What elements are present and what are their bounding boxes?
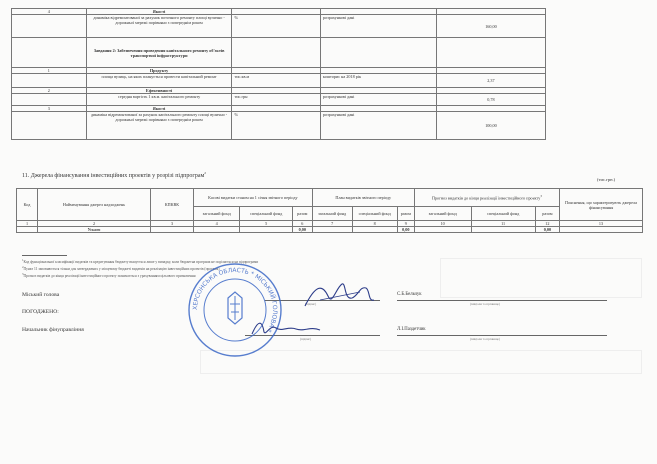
name-hint: (ініціали та прізвище) xyxy=(470,337,500,341)
indicator-description: динаміка відремонтованої за рахунок поточного ремонту площі вулично - дорожньої мережі порівняно з попереднім роком xyxy=(86,15,232,38)
header-total: разом xyxy=(397,207,414,221)
name-hint: (ініціали та прізвище) xyxy=(470,302,500,306)
row-category: Продукту xyxy=(86,68,232,74)
head-label: Міський голова xyxy=(22,292,60,298)
row-category: Якості xyxy=(86,106,232,112)
task-heading: Завдання 2: Забезпечення проведення капітального ремонту об'єктів транспортної інфраструктури xyxy=(86,38,232,68)
indicator-value: 100,00 xyxy=(436,112,545,140)
indicator-unit: тис.кв.м xyxy=(232,74,320,88)
header-total: разом xyxy=(535,207,559,221)
footnote-ref: 2 xyxy=(204,171,207,175)
table-row xyxy=(12,74,546,88)
cash-total: 0,00 xyxy=(292,227,312,233)
header-special: спеціальний фонд xyxy=(352,207,397,221)
finance-signature-icon xyxy=(248,316,328,340)
plan-total: 0,00 xyxy=(397,227,414,233)
header-general: загальний фонд xyxy=(312,207,352,221)
header-general: загальний фонд xyxy=(194,207,240,221)
name-line xyxy=(397,300,607,301)
row-category: Ефективності xyxy=(86,88,232,94)
table-row xyxy=(12,38,546,68)
svg-text:ХЕРСОНСЬКА ОБЛАСТЬ * МІСЬКИЙ Г: ХЕРСОНСЬКА ОБЛАСТЬ * МІСЬКИЙ ГОЛОВА * xyxy=(191,266,279,334)
indicator-value: 2,37 xyxy=(436,74,545,88)
table-row xyxy=(12,112,546,140)
signature-hint: (підпис) xyxy=(305,302,317,306)
footnote: $^1$Код функціональної класифікації видатків та кредитування бюджету вказується лише у випадку, коли бюджетна програма не поділяється на підпрограми xyxy=(22,258,259,265)
total-label: Усього xyxy=(38,227,151,233)
indicators-table xyxy=(11,8,546,140)
finance-head-label: Начальник фінуправління xyxy=(22,327,84,333)
header-explanation: Пояснення, що характеризують джерела фінансування xyxy=(560,189,643,221)
row-category: Якості xyxy=(86,9,232,15)
header-forecast: Прогноз видатків до кінця реалізації інвестиційного проекту$^3$ xyxy=(414,189,559,207)
header-general: загальний фонд xyxy=(414,207,471,221)
footnote-divider xyxy=(22,255,67,256)
row-number: 4 xyxy=(12,9,87,15)
header-special: спеціальний фонд xyxy=(240,207,293,221)
footnote: $^2$Пункт 11 заповнюється тільки для затверджених у місцевому бюджеті видатків на реалізацію інвестиційних проектів (програм) xyxy=(22,265,220,272)
official-stamp-icon xyxy=(180,260,290,360)
header-kpkvk: КПКВК xyxy=(151,189,194,221)
signature-hint: (підпис) xyxy=(300,337,312,341)
indicator-source: розрахункові дані xyxy=(320,15,436,38)
indicator-value: 0,78 xyxy=(436,94,545,106)
head-signature-icon xyxy=(300,278,380,313)
name-line xyxy=(397,335,607,336)
finance-head-name: Л.І.Паздетчик xyxy=(397,327,426,332)
footnote: $^3$Прогноз видатків до кінця реалізації інвестиційного проекту зазначається з урахуванням цільового призначення xyxy=(22,272,196,279)
agreed-label: ПОГОДЖЕНО: xyxy=(22,309,59,315)
header-row xyxy=(17,189,643,207)
indicator-description: динаміка відремонтованої за рахунок капітального ремонту площі вулично - дорожньої мережі порівняно з попереднім роком xyxy=(86,112,232,140)
column-number-row: 1 2 3 4 5 6 7 8 9 10 11 12 13 xyxy=(17,221,643,227)
head-name: С.Б.Бельчук xyxy=(397,292,422,297)
section-title: 11. Джерела фінансування інвестиційних проектів у розрізі підпрограм$^2$ xyxy=(22,171,207,179)
header-special: спеціальний фонд xyxy=(471,207,535,221)
table-row xyxy=(12,94,546,106)
table-row xyxy=(12,15,546,38)
financing-table xyxy=(16,188,643,233)
row-number: 2 xyxy=(12,88,87,94)
total-row xyxy=(17,227,643,233)
indicator-unit: % xyxy=(232,15,320,38)
header-name: Найменування джерел надходжень xyxy=(38,189,151,221)
indicator-source: розрахункові дані xyxy=(320,112,436,140)
indicator-source: кошторис на 2018 рік xyxy=(320,74,436,88)
forecast-total: 0,00 xyxy=(535,227,559,233)
header-cash: Касові видатки станом на 1 січня звітного періоду xyxy=(194,189,313,207)
indicator-unit: тис.грн xyxy=(232,94,320,106)
header-code: Код xyxy=(17,189,38,221)
indicator-unit: % xyxy=(232,112,320,140)
header-plan: План видатків звітного періоду xyxy=(312,189,414,207)
indicator-value: 160,00 xyxy=(436,15,545,38)
unit-label: (тис.грн.) xyxy=(597,177,616,182)
bleed-through-box xyxy=(440,258,642,298)
indicator-source: розрахункові дані xyxy=(320,94,436,106)
indicator-description: середня вартість 1 кв.м. капітального ремонту xyxy=(86,94,232,106)
row-number: 3 xyxy=(12,106,87,112)
header-total: разом xyxy=(292,207,312,221)
indicator-description: площа вулиць, на яких планується провести капітальний ремонт xyxy=(86,74,232,88)
row-number: 1 xyxy=(12,68,87,74)
